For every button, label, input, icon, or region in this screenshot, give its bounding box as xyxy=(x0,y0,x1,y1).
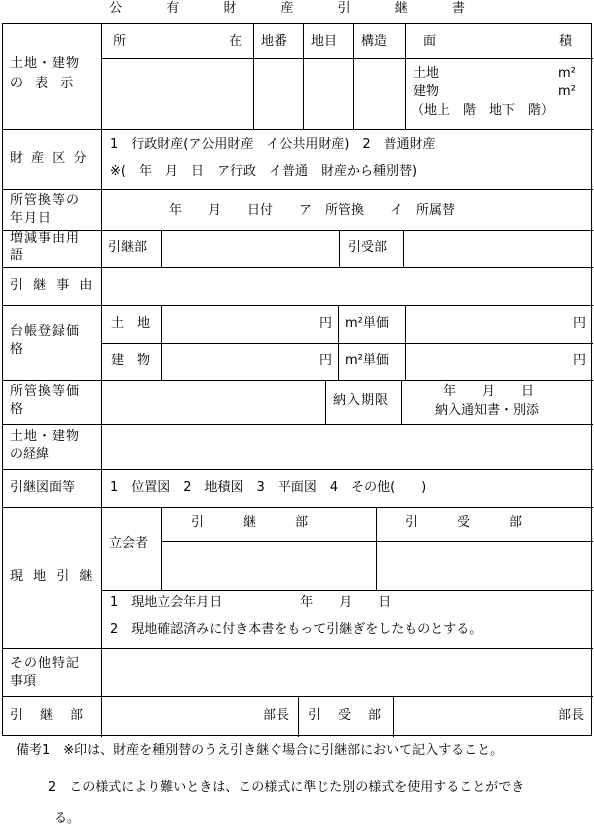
signature-transferor-label: 引 継 部 xyxy=(10,708,86,723)
reason-label: 引 継 事 由 xyxy=(10,278,96,293)
col-divider xyxy=(339,230,340,267)
ledger-building-unit-price: m²単価 xyxy=(345,353,389,368)
structure-header: 構造 xyxy=(361,34,388,49)
row-divider xyxy=(3,648,593,649)
area-building-unit: m² xyxy=(558,84,576,99)
col-divider xyxy=(325,380,326,424)
land-building-label-2: の 表 示 xyxy=(10,76,78,91)
land-category-header: 地目 xyxy=(311,34,338,49)
witness-transferee-header: 引 受 部 xyxy=(405,515,523,530)
witness-label: 立会者 xyxy=(109,536,149,551)
ledger-value-label-2: 格 xyxy=(10,342,24,357)
row-divider xyxy=(3,189,593,190)
drawings-value: 1 位置図 2 地積図 3 平面図 4 その他( ) xyxy=(110,480,427,495)
col-divider xyxy=(353,24,354,129)
col-divider xyxy=(161,305,162,380)
drawings-label: 引継図面等 xyxy=(10,480,76,495)
col-divider xyxy=(298,696,299,737)
history-label: 土地・建物 xyxy=(10,429,81,444)
label-column-divider xyxy=(101,24,102,737)
ledger-building-yen: 円 xyxy=(319,353,333,368)
change-term-transferor: 引継部 xyxy=(108,240,148,255)
area-header-2: 積 xyxy=(559,34,573,49)
location-header-2: 在 xyxy=(229,34,243,49)
site-confirm-line: 2 現地確認済みに付き本書をもって引継ぎをしたものとする。 xyxy=(110,622,483,637)
land-building-label: 土地・建物 xyxy=(10,56,81,71)
property-class-line1: 1 行政財産(ア公用財産 イ公共用財産) 2 普通財産 xyxy=(110,137,436,152)
col-divider xyxy=(405,305,406,380)
location-header: 所 xyxy=(113,34,127,49)
payment-notice: 納入通知書・別添 xyxy=(435,403,540,418)
note-1: 備考1 ※印は、財産を種別替のうえ引き継ぐ場合に引継部において記入すること。 xyxy=(16,743,504,758)
site-date-line: 1 現地立会年月日 年 月 日 xyxy=(110,595,392,610)
other-remarks-label-2: 事項 xyxy=(10,674,37,689)
col-divider xyxy=(303,24,304,129)
col-divider xyxy=(403,230,404,267)
ledger-land-label: 土 地 xyxy=(111,316,151,331)
row-divider xyxy=(3,230,593,231)
ledger-building-label: 建 物 xyxy=(111,353,151,368)
row-divider xyxy=(3,507,593,508)
payment-deadline-date: 年 月 日 xyxy=(443,384,535,399)
lot-number-header: 地番 xyxy=(261,34,288,49)
row-divider xyxy=(3,469,593,470)
row-divider xyxy=(3,380,593,381)
row-divider xyxy=(101,343,593,344)
change-term-label-2: 語 xyxy=(10,248,24,263)
floors-note: （地上 階 地下 階） xyxy=(411,103,555,118)
col-divider xyxy=(405,24,406,129)
other-remarks-label: その他特記 xyxy=(10,656,81,671)
note-2: 2 この様式により難いときは、この様式に準じた別の様式を使用することができ xyxy=(48,780,525,795)
area-land-unit: m² xyxy=(558,66,576,81)
transfer-price-label-2: 格 xyxy=(10,402,24,417)
transfer-date-label-2: 年月日 xyxy=(10,211,53,226)
ledger-land-unit-yen: 円 xyxy=(573,316,587,331)
col-divider xyxy=(161,507,162,590)
ledger-land-yen: 円 xyxy=(319,316,333,331)
change-term-transferee: 引受部 xyxy=(348,240,388,255)
col-divider xyxy=(376,507,377,590)
history-label-2: の経緯 xyxy=(10,447,50,462)
area-land-label: 土地 xyxy=(413,66,440,81)
transfer-price-label: 所管換等価 xyxy=(10,384,81,399)
ledger-building-unit-yen: 円 xyxy=(573,353,587,368)
col-divider xyxy=(338,305,339,380)
transfer-form xyxy=(2,23,592,736)
header-divider xyxy=(101,58,593,59)
property-class-line2: ※( 年 月 日 ア行政 イ普通 財産から種別替) xyxy=(110,164,418,179)
property-class-label: 財 産 区 分 xyxy=(10,151,89,166)
transfer-date-label: 所管換等の xyxy=(10,193,81,208)
row-divider xyxy=(101,590,593,591)
witness-divider xyxy=(161,541,593,542)
payment-deadline-label: 納入期限 xyxy=(333,393,390,408)
note-3: る。 xyxy=(54,811,81,826)
row-divider xyxy=(3,129,593,130)
col-divider xyxy=(253,24,254,129)
ledger-land-unit-price: m²単価 xyxy=(345,316,389,331)
change-term-label: 増減事由用 xyxy=(10,231,81,246)
signature-transferee-label: 引 受 部 xyxy=(308,708,384,723)
document-title: 公 有 財 産 引 継 書 xyxy=(109,1,485,16)
transfer-date-value: 年 月 日付 ア 所管換 イ 所属替 xyxy=(169,203,456,218)
witness-transferor-header: 引 継 部 xyxy=(191,515,309,530)
col-divider xyxy=(393,696,394,737)
row-divider xyxy=(3,267,593,268)
row-divider xyxy=(3,424,593,425)
area-building-label: 建物 xyxy=(413,84,440,99)
area-header: 面 xyxy=(423,34,437,49)
ledger-value-label: 台帳登録価 xyxy=(10,324,81,339)
site-transfer-label: 現 地 引 継 xyxy=(10,569,96,584)
col-divider xyxy=(161,230,162,267)
col-divider xyxy=(401,380,402,424)
signature-transferor-chief: 部長 xyxy=(263,708,290,723)
signature-transferee-chief: 部長 xyxy=(558,708,585,723)
row-divider xyxy=(3,305,593,306)
